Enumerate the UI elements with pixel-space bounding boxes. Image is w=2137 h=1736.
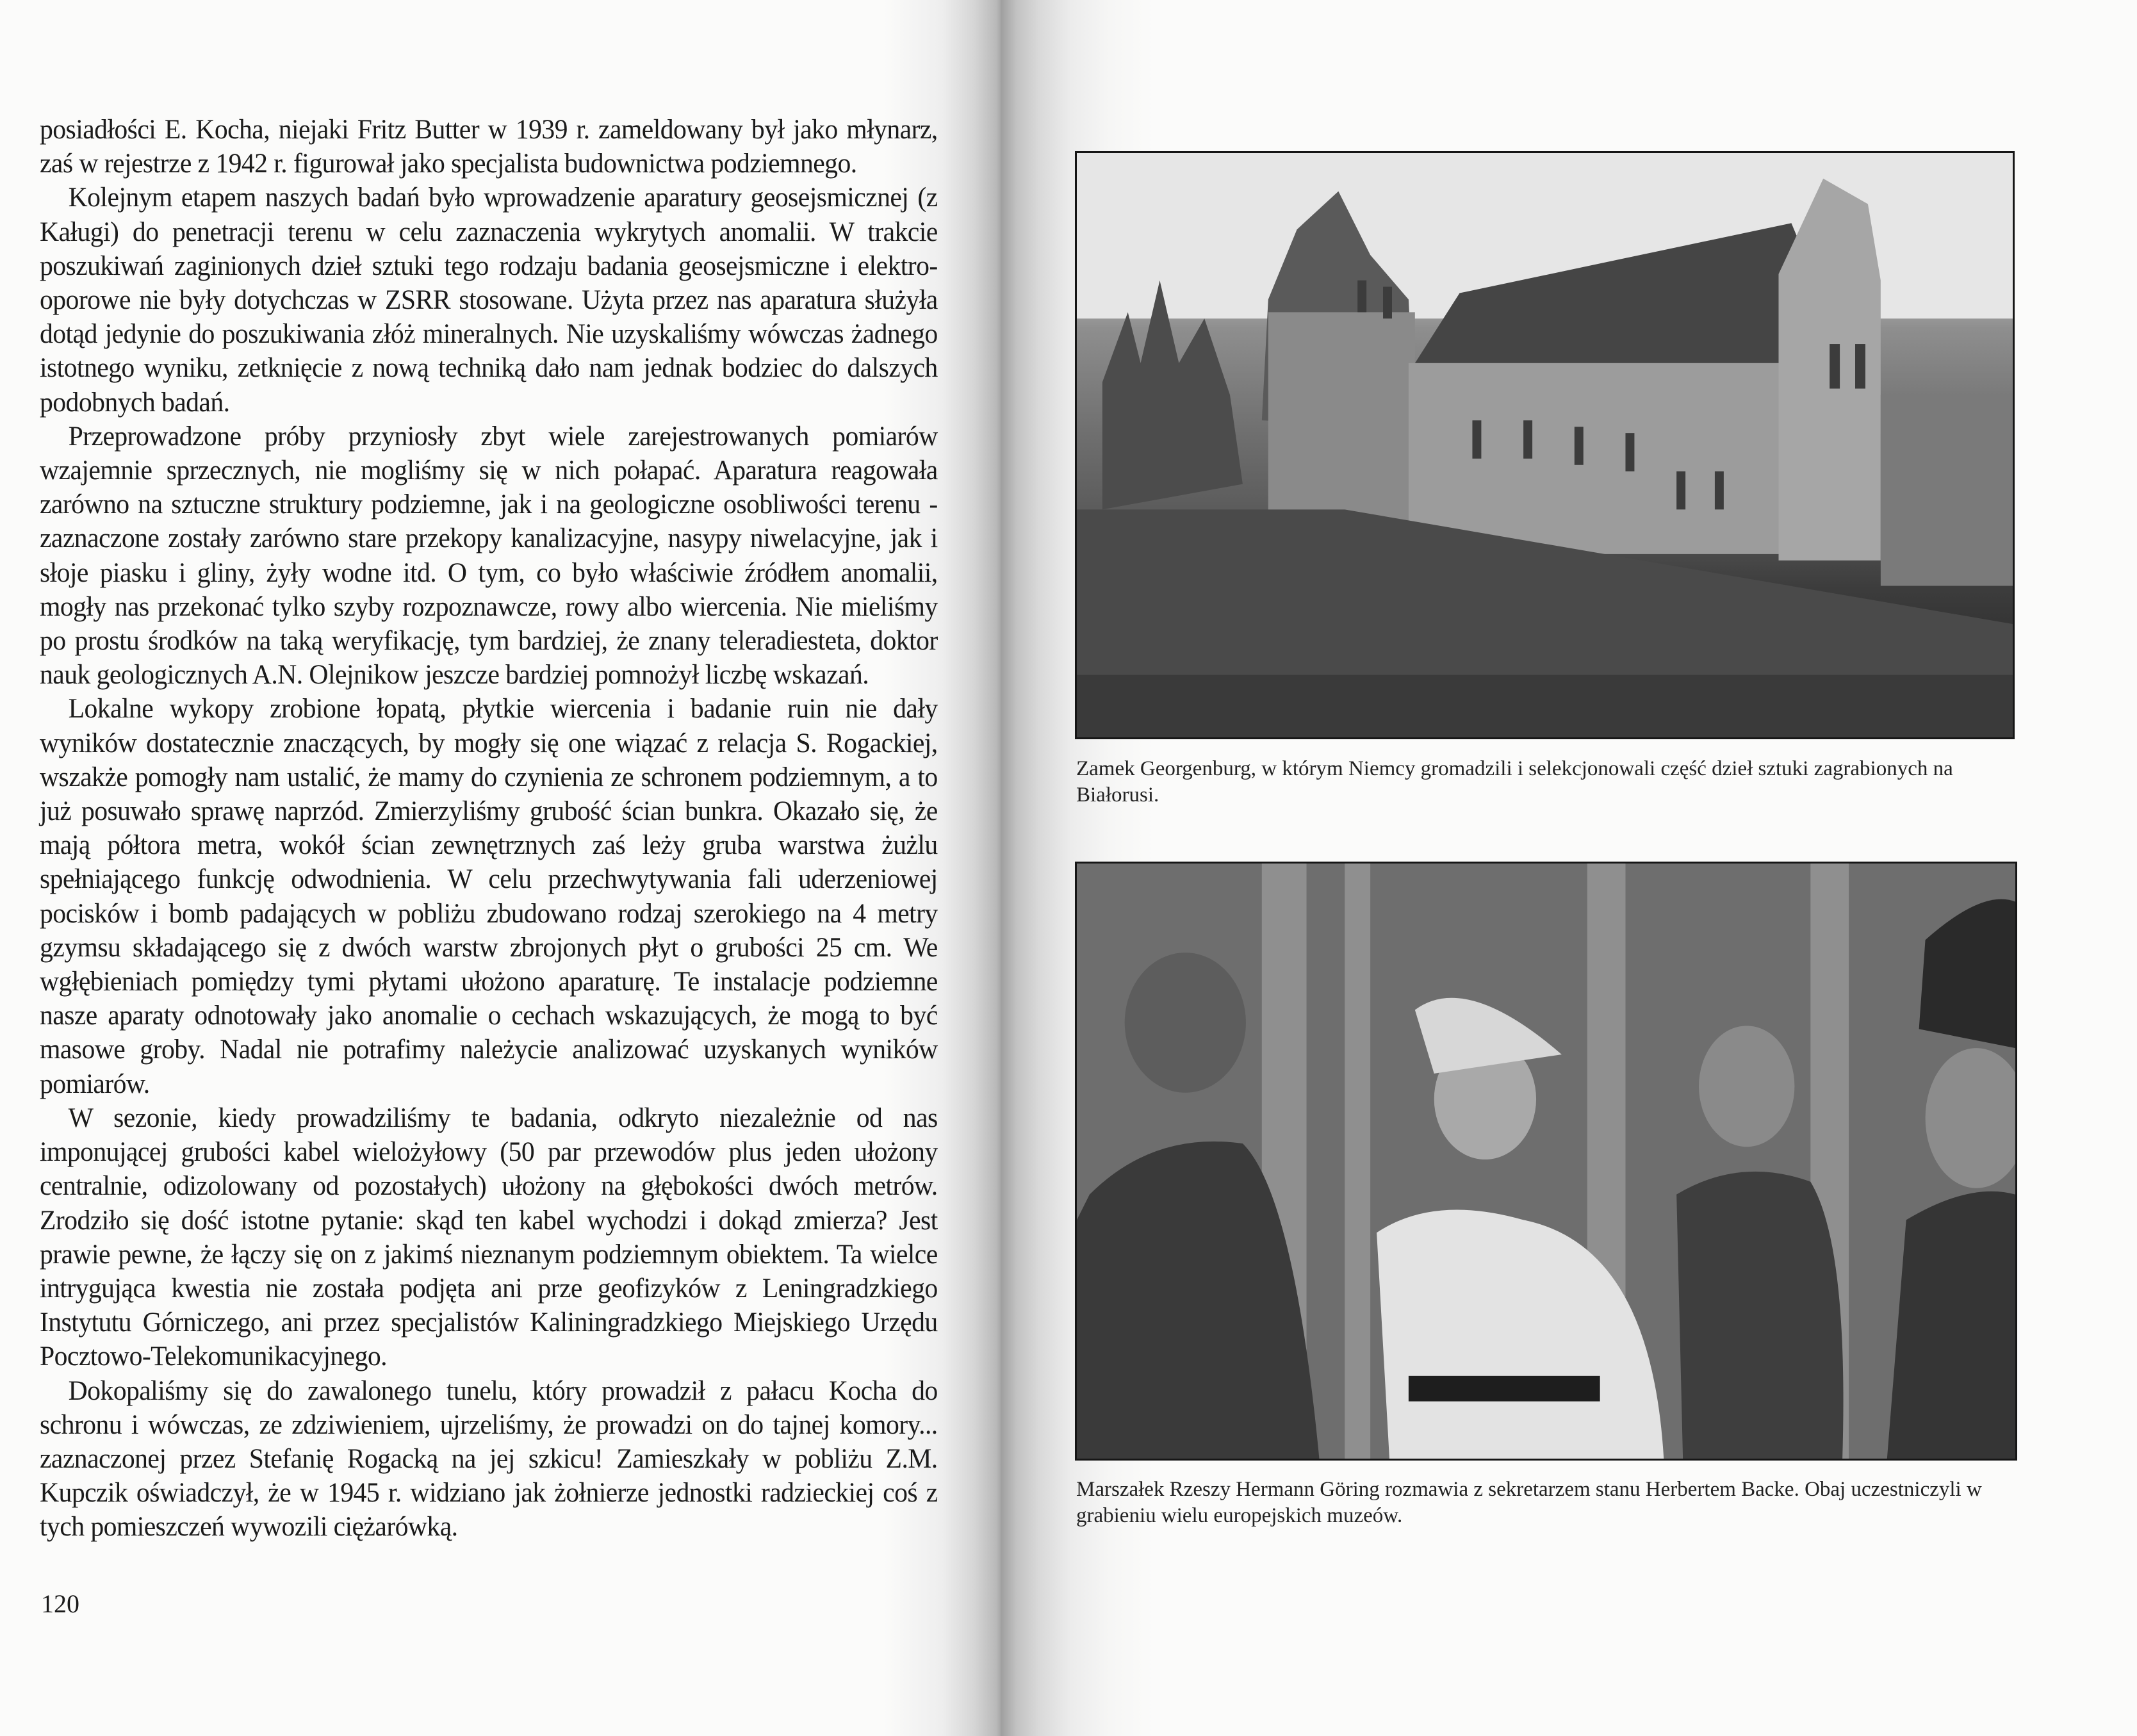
body-text bbox=[40, 113, 938, 1544]
castle-photo bbox=[1075, 151, 2015, 739]
paragraph: W sezonie, kiedy prowadziliśmy te badania, odkryto niezależnie od nas imponującej grubości kabel wielożyłowy (50 par przewodów plus jeden ułożony centralnie, odizolowany od pozostałych) ułożony na głębokości dwóch metrów. Zrodziło się dość istotne pytanie: skąd ten kabel wychodzi i dokąd zmierza? Jest prawie pewne, że łączy się on z jakimś nieznanym podziemnym obiektem. Ta wielce intrygująca kwestia nie została podjęta ani prze geofizyków z Leningradzkiego Instytutu Górniczego, ani przez specjalistów Kaliningradzkiego Miejskiego Urzędu Pocztowo-Telekomunikacyjnego. bbox=[40, 1102, 938, 1372]
photo-caption: Zamek Georgenburg, w którym Niemcy gromadzili i selekcjonowali część dzieł sztuki zagrabionych na Białorusi. bbox=[1076, 757, 1953, 807]
paragraph: Kolejnym etapem naszych badań było wprowadzenie aparatury geosejsmicznej (z Kaługi) do penetracji terenu w celu zaznaczenia wykrytych anomalii. W trakcie poszukiwań zaginionych dzieł sztuki tego rodzaju badania geosejsmiczne i elektro-oporowe nie były dotychczas w ZSRR stosowane. Użyta przez nas aparatura służyła dotąd jedynie do poszukiwania złóż mineralnych. Nie uzyskaliśmy wówczas żadnego istotnego wyniku, zetknięcie z nową techniką dało nam jednak bodziec do dalszych podobnych badań. bbox=[40, 183, 938, 418]
officers-photo bbox=[1075, 862, 2017, 1461]
paragraph: Dokopaliśmy się do zawalonego tunelu, który prowadził z pałacu Kocha do schronu i wówczas, ze zdziwieniem, ujrzeliśmy, że prowadzi on do tajnej komory... zaznaczonej przez Stefanię Rogacką na jej szkicu! Zamieszkały w pobliżu Z.M. Kupczik oświadczył, że w 1945 r. widziano jak żołnierze jednostki radzieckiej coś z tych pomieszczeń wywozili ciężarówką. bbox=[40, 1375, 938, 1543]
photo-caption: Marszałek Rzeszy Hermann Göring rozmawia z sekretarzem stanu Herbertem Backe. Obaj uczestniczyli w grabieniu wielu europejskich muzeów. bbox=[1076, 1478, 1982, 1527]
paragraph: Lokalne wykopy zrobione łopatą, płytkie wiercenia i badanie ruin nie dały wyników dostatecznie znaczących, by mogły się one wiązać z relacja S. Rogackiej, wszakże pomogły nam ustalić, że mamy do czynienia ze schronem podziemnym, a to już posuwało sprawę naprzód. Zmierzyliśmy grubość ścian bunkra. Okazało się, że mają półtora metra, wokół ścian zewnętrznych zaś leży gruba warstwa żużlu spełniającego funkcję odwodnienia. W celu przechwytywania fali uderzeniowej pocisków i bomb padających w pobliżu zbudowano rodzaj szerokiego na 4 metry gzymsu składającego się z dwóch warstw zbrojonych płyt o grubości 25 cm. We wgłębieniach pomiędzy tymi płytami ułożono aparaturę. Te instalacje podziemne nasze aparaty odnotowały jako anomalie o cechach wskazujących, że mogą to być masowe groby. Nadal nie potrafimy należycie analizować uzyskanych wyników pomiarów. bbox=[40, 694, 938, 1099]
page-number: 120 bbox=[41, 1589, 79, 1618]
paragraph: Przeprowadzone próby przyniosły zbyt wiele zarejestrowanych pomiarów wzajemnie sprzecznych, nie mogliśmy się w nich połapać. Aparatura reagowała zarówno na sztuczne struktury podziemne, jak i na geologiczne osobliwości terenu - zaznaczone zostały zarówno stare przekopy kanalizacyjne, nasypy niwelacyjne, jak i słoje piasku i gliny, żyły wodne itd. O tym, co było właściwie źródłem anomalii, mogły nas przekonać tylko szyby rozpoznawcze, rowy albo wiercenia. Nie mieliśmy po prostu środków na taką weryfikację, tym bardziej, że znany teleradiesteta, doktor nauk geologicznych A.N. Olejnikow jeszcze bardziej pomnożył liczbę wskazań. bbox=[40, 421, 938, 691]
paragraph: posiadłości E. Kocha, niejaki Fritz Butter w 1939 r. zameldowany był jako młynarz, zaś w rejestrze z 1942 r. figurował jako specjalista budownictwa podziemnego. bbox=[40, 115, 938, 179]
officers-illustration bbox=[1077, 864, 2015, 1459]
castle-illustration bbox=[1077, 153, 2013, 737]
left-page bbox=[0, 0, 1001, 1736]
